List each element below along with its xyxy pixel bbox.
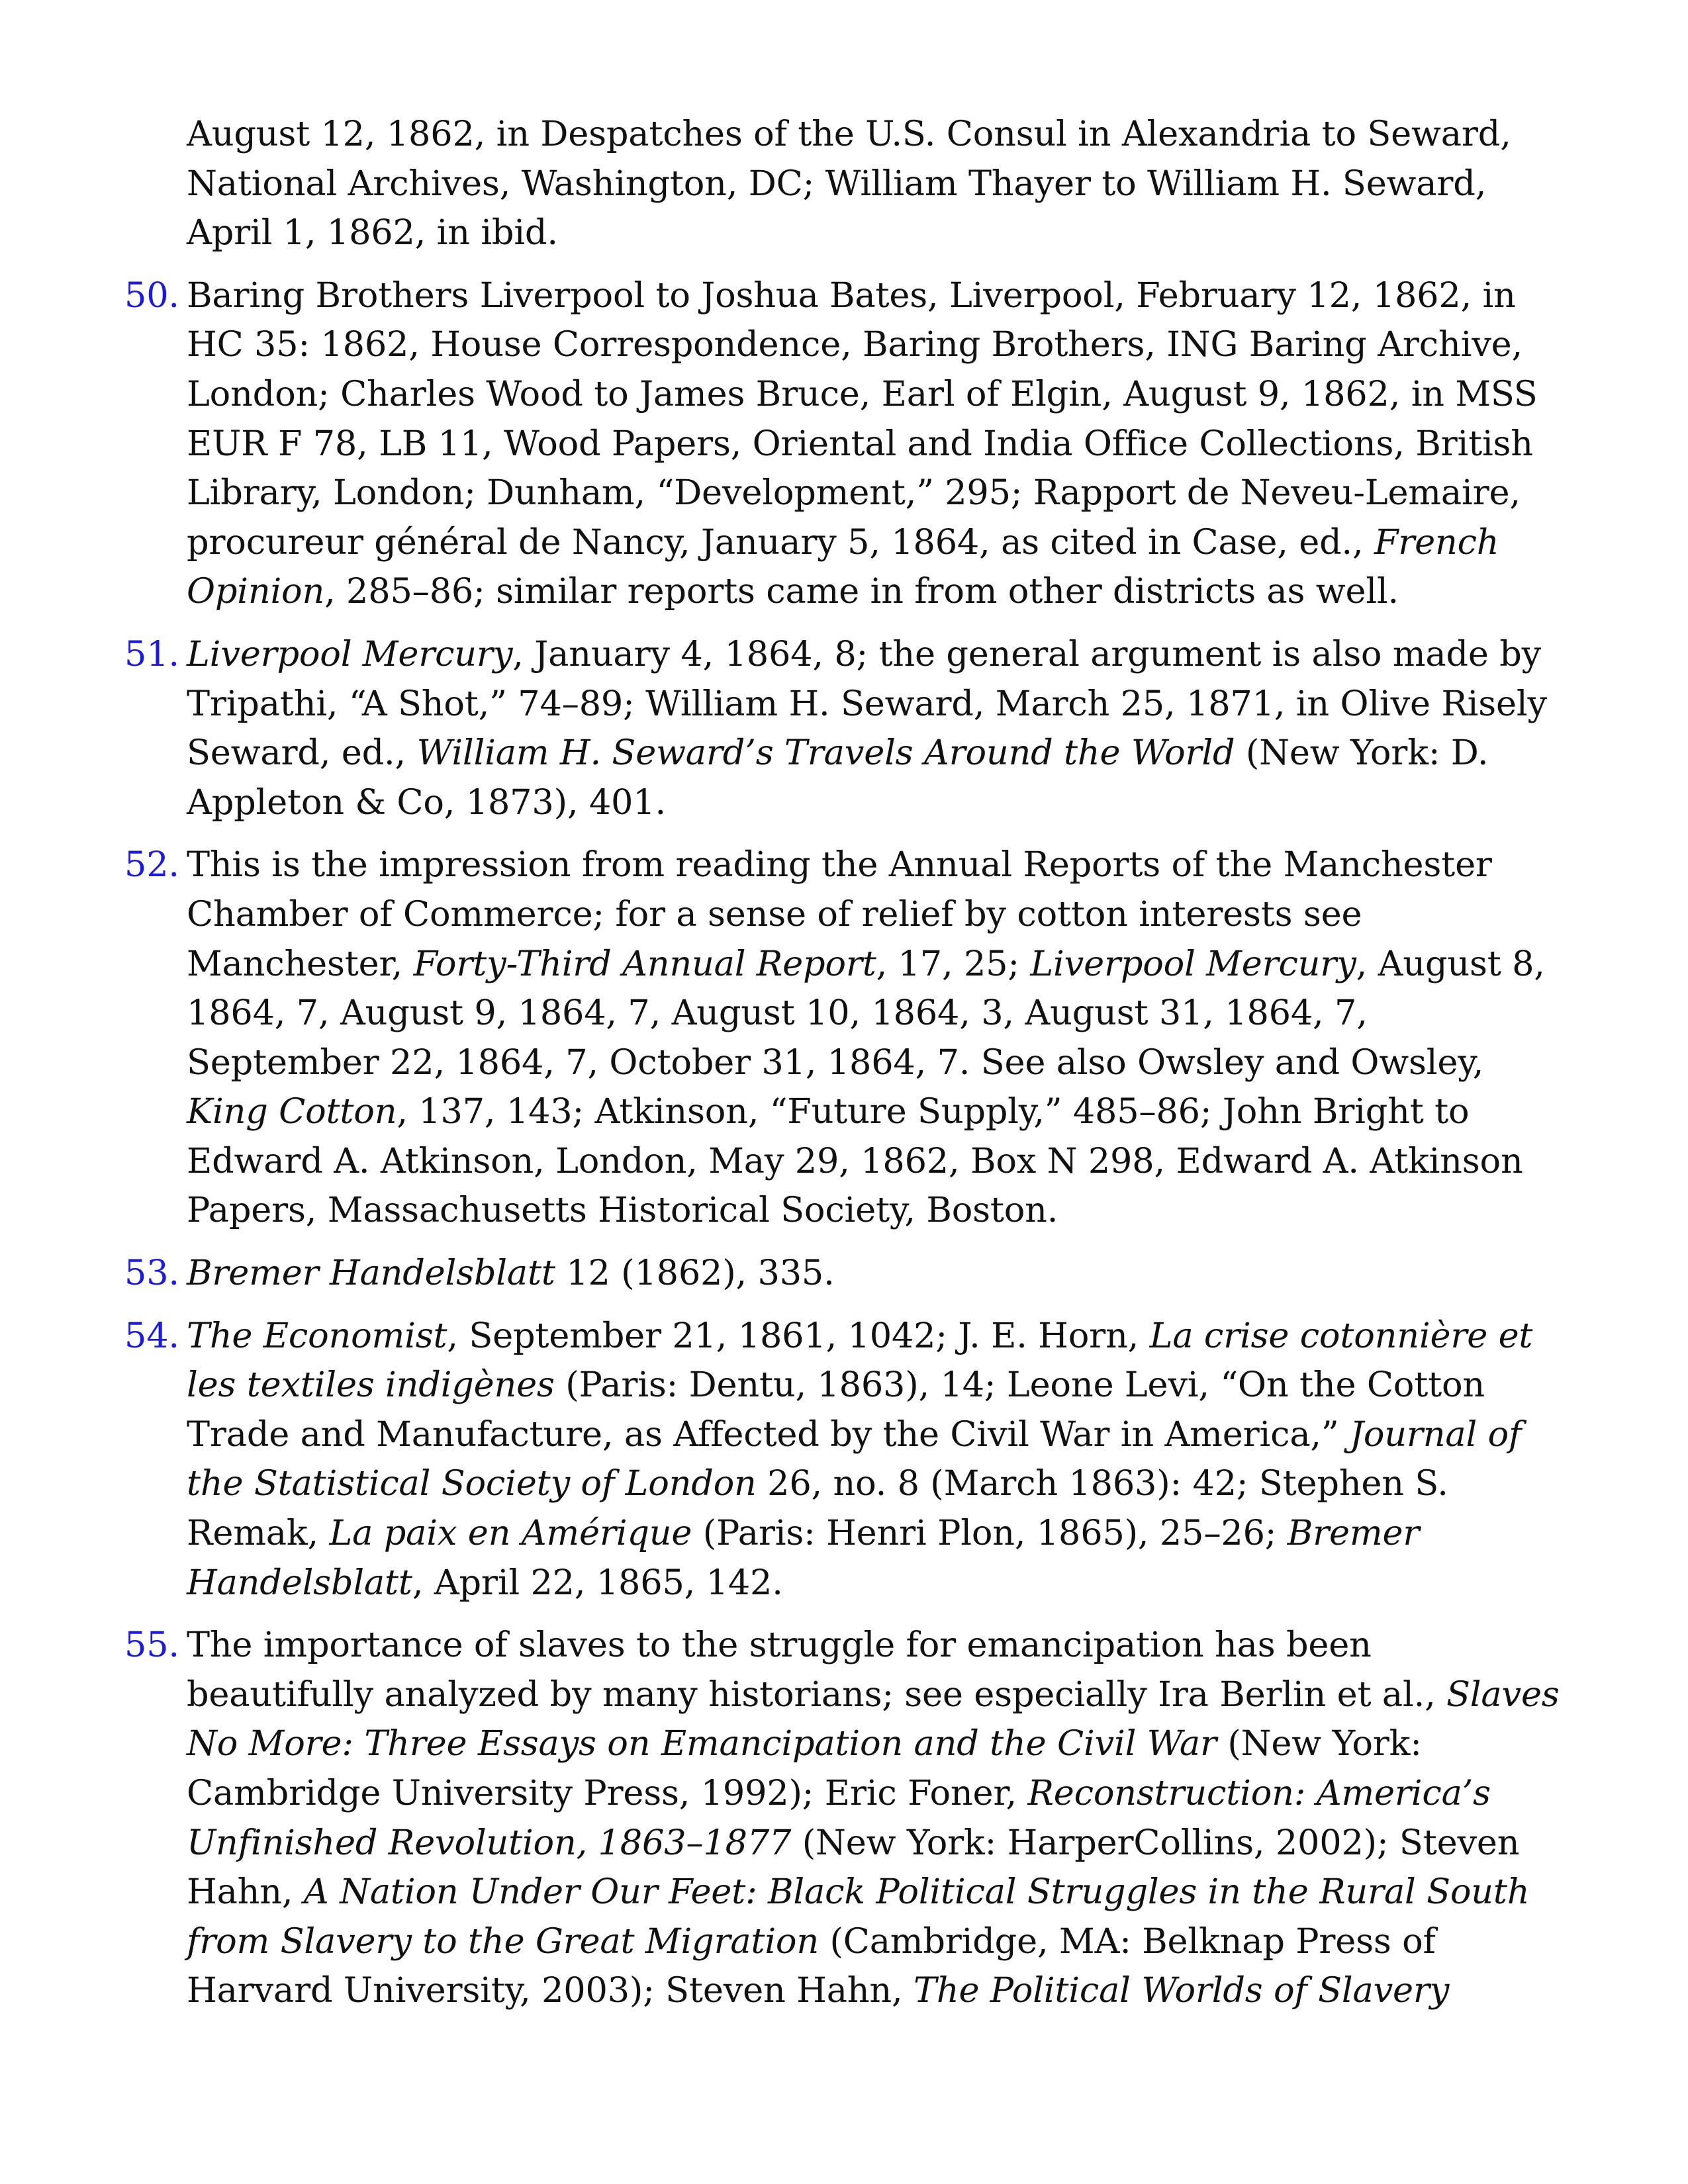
endnote-number-link[interactable]: 53.: [124, 1253, 179, 1294]
endnote-text-segment: 26, no. 8 (March 1863): 42; Stephen S. Remak,: [187, 1463, 1448, 1554]
endnote-text-segment: , 137, 143; Atkinson, “Future Supply,” 485–86; John Bright to Edward A. Atkinson, London, May 29, 1862, Box N 298, Edward A. Atkinson Papers, Massachusetts Historical Society, Boston.: [187, 1091, 1523, 1231]
endnote: [119, 271, 1569, 617]
endnote-number-link[interactable]: 52.: [124, 844, 179, 886]
endnote-text: [187, 1249, 1569, 1298]
endnote-number-link[interactable]: 55.: [124, 1625, 179, 1666]
endnote-text-segment: (Cambridge, MA: Belknap Press of Harvard University, 2003); Steven Hahn,: [187, 1921, 1436, 2011]
endnote-title-italic: French Opinion: [187, 522, 1499, 612]
endnote-text-segment: (New York: Cambridge University Press, 1992); Eric Foner,: [187, 1723, 1422, 1813]
endnote-title-italic: Forty-Third Annual Report: [413, 943, 876, 984]
endnote-title-italic: King Cotton: [187, 1091, 397, 1132]
endnote-number-link[interactable]: 50.: [124, 275, 179, 316]
endnote-title-italic: The Political Worlds of Slavery: [914, 1970, 1450, 2011]
endnote-title-italic: La crise cotonnière et les textiles indigènes: [187, 1315, 1533, 1406]
endnote-number-link[interactable]: 51.: [124, 633, 179, 674]
endnotes-list: [119, 110, 1569, 2016]
endnote-title-italic: La paix en Amérique: [329, 1513, 692, 1554]
endnote-text-segment: This is the impression from reading the Annual Reports of the Manchester Chamber of Commerce; for a sense of relief by cotton interests see Manchester,: [187, 844, 1492, 984]
endnote-text-segment: , January 4, 1864, 8; the general argument is also made by Tripathi, “A Shot,” 74–89; William H. Seward, March 25, 1871, in Olive Risely Seward, ed.,: [187, 633, 1547, 774]
endnote: [119, 630, 1569, 827]
endnote-title-italic: Bremer Handelsblatt: [187, 1253, 555, 1294]
endnote-text-segment: , April 22, 1865, 142.: [412, 1562, 783, 1603]
endnote-title-italic: Journal of the Statistical Society of London: [187, 1414, 1522, 1504]
endnote-text-segment: (New York: HarperCollins, 2002); Steven Hahn,: [187, 1822, 1520, 1913]
endnote-title-italic: Liverpool Mercury: [1030, 943, 1356, 984]
endnote-text: [187, 841, 1569, 1236]
endnote-text-segment: August 12, 1862, in Despatches of the U.S. Consul in Alexandria to Seward, National Archives, Washington, DC; William Thayer to William H. Seward, April 1, 1862, in ibid.: [187, 114, 1511, 253]
endnote-text-segment: , 285–86; similar reports came in from other districts as well.: [324, 571, 1399, 612]
endnote-text: [187, 1621, 1569, 2016]
endnote-text-segment: , September 21, 1861, 1042; J. E. Horn,: [447, 1315, 1150, 1356]
endnote-text-segment: Baring Brothers Liverpool to Joshua Bates, Liverpool, February 12, 1862, in HC 35: 1862, House Correspondence, Baring Brothers, ING Baring Archive, London; Charles Wood to James Bruce, Earl of Elgin, August 9, 1862, in MSS EUR F 78, LB 11, Wood Papers, Oriental and India Office Collections, British Library, London; Dunham, “Development,” 295; Rapport de Neveu-Lemaire, procureur général de Nancy, January 5, 1864, as cited in Case, ed.,: [187, 275, 1538, 563]
endnote-title-italic: William H. Seward’s Travels Around the World: [416, 733, 1235, 774]
endnote-text-segment: 12 (1862), 335.: [555, 1253, 835, 1294]
endnote-text-segment: The importance of slaves to the struggle for emancipation has been beautifully analyzed by many historians; see especially Ira Berlin et al.,: [187, 1625, 1447, 1715]
endnote-title-italic: Liverpool Mercury: [187, 633, 513, 674]
endnote-text-segment: (Paris: Dentu, 1863), 14; Leone Levi, “On the Cotton Trade and Manufacture, as Affected by the Civil War in America,”: [187, 1365, 1485, 1455]
endnote-number-link[interactable]: 54.: [124, 1315, 179, 1356]
endnote-title-italic: The Economist: [187, 1315, 447, 1356]
endnote-text-segment: (New York: D. Appleton & Co, 1873), 401.: [187, 733, 1489, 823]
endnote-text-segment: , 17, 25;: [876, 943, 1031, 984]
endnote-continuation: [119, 110, 1569, 258]
endnote-title-italic: Slaves No More: Three Essays on Emancipation and the Civil War: [187, 1674, 1560, 1764]
endnote-text: [187, 110, 1569, 258]
endnote-title-italic: A Nation Under Our Feet: Black Political Struggles in the Rural South from Slavery to the Great Migration: [187, 1872, 1530, 1962]
endnote-text: [187, 630, 1569, 827]
endnote: [119, 1312, 1569, 1608]
endnote-title-italic: Reconstruction: America’s Unfinished Revolution, 1863–1877: [187, 1773, 1491, 1863]
endnote: [119, 1621, 1569, 2016]
endnote: [119, 841, 1569, 1236]
endnote-text-segment: , August 8, 1864, 7, August 9, 1864, 7, August 10, 1864, 3, August 31, 1864, 7, September 22, 1864, 7, October 31, 1864, 7. See also Owsley and Owsley,: [187, 943, 1545, 1083]
endnote-text: [187, 1312, 1569, 1608]
endnote-text: [187, 271, 1569, 617]
endnote: [119, 1249, 1569, 1298]
endnote-text-segment: (Paris: Henri Plon, 1865), 25–26;: [692, 1513, 1288, 1554]
endnote-title-italic: Bremer Handelsblatt: [187, 1513, 1420, 1603]
